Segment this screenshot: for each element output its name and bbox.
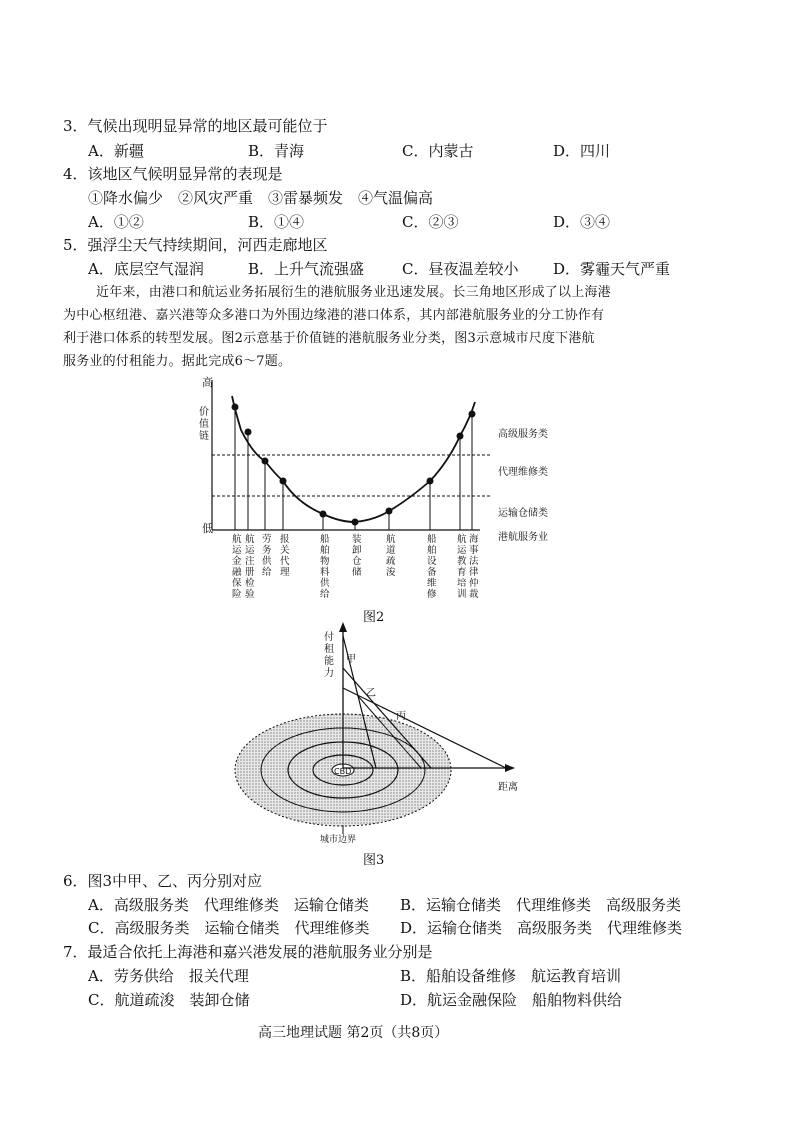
- curve-point: [386, 508, 393, 515]
- y-axis-label-char-3: 能: [324, 656, 334, 667]
- curve-point: [245, 429, 252, 436]
- question-5-stem: 5．强浮尘天气持续期间，河西走廊地区: [63, 236, 328, 254]
- service-label: 航运教育培训: [457, 534, 467, 600]
- x-axis-label: 港航服务业: [498, 532, 548, 543]
- service-label: 航运金融保险: [232, 534, 242, 600]
- y-axis-label-char-4: 力: [324, 668, 334, 679]
- question-6-option-a: A．高级服务类 代理维修类 运输仓储类: [88, 896, 369, 914]
- service-label: 劳务供给: [262, 534, 272, 578]
- service-label: 海事法律仲裁: [469, 534, 479, 600]
- question-7-option-b: B．船舶设备维修 航运教育培训: [400, 967, 622, 985]
- passage-line: 服务业的付租能力。据此完成6～7题。: [63, 354, 292, 369]
- question-6-stem: 6．图3中甲、乙、丙分别对应: [63, 872, 263, 890]
- question-3-stem: 3．气候出现明显异常的地区最可能位于: [63, 117, 328, 135]
- question-7-option-d: D．航运金融保险 船舶物料供给: [400, 991, 623, 1009]
- passage-line: 近年来，由港口和航运业务拓展衍生的港航服务业迅速发展。长三角地区形成了以上海港: [96, 285, 611, 300]
- service-label: 装卸仓储: [352, 534, 362, 578]
- service-label: 船舶物料供给: [320, 534, 330, 600]
- curve-point: [232, 404, 239, 411]
- service-label: 航道疏浚: [386, 534, 396, 578]
- figure-2-caption: 图2: [363, 610, 385, 625]
- question-5-option-c: C．昼夜温差较小: [402, 260, 519, 278]
- service-label: 船舶设备维修: [427, 534, 437, 600]
- question-5-option-b: B．上升气流强盛: [248, 260, 365, 278]
- figure-2-value-chain-diagram: [190, 370, 590, 605]
- passage-line: 利于港口体系的转型发展。图2示意基于价值链的港航服务业分类，图3示意城市尺度下港航: [63, 331, 595, 346]
- y-axis-high-label: 高: [202, 376, 213, 389]
- curve-point: [320, 511, 327, 518]
- y-axis-low-label: 低: [202, 522, 213, 535]
- y-axis-label: [324, 630, 334, 679]
- service-labels: [232, 533, 479, 600]
- y-axis-label-char-1: 价: [199, 407, 209, 418]
- question-3-option-c: C．内蒙古: [402, 142, 474, 160]
- question-4-option-d: D．③④: [553, 213, 611, 231]
- y-axis-label: [199, 405, 209, 442]
- figure-3-bid-rent-diagram: [228, 618, 528, 848]
- curve-point: [427, 478, 434, 485]
- question-6-option-b: B．运输仓储类 代理维修类 高级服务类: [400, 896, 682, 914]
- page-footer: 高三地理试题 第2页（共8页）: [258, 1025, 449, 1041]
- curve-point: [469, 411, 476, 418]
- curve-point: [352, 519, 359, 526]
- question-5-option-d: D．雾霾天气严重: [553, 260, 671, 278]
- question-6-option-c: C．高级服务类 运输仓储类 代理维修类: [88, 919, 370, 937]
- city-boundary-label: 城市边界: [320, 835, 357, 845]
- figure-3-caption: 图3: [363, 853, 385, 868]
- question-3-option-b: B．青海: [248, 142, 305, 160]
- question-4-option-b: B．①④: [248, 213, 305, 231]
- question-4-stem: 4．该地区气候明显异常的表现是: [63, 165, 283, 183]
- question-7-stem: 7．最适合依托上海港和嘉兴港发展的港航服务业分别是: [63, 943, 433, 961]
- y-axis-label-char-2: 值: [199, 419, 209, 430]
- question-6-option-d: D．运输仓储类 高级服务类 代理维修类: [400, 919, 683, 937]
- question-3-option-d: D．四川: [553, 142, 611, 160]
- question-4-items: ①降水偏少 ②风灾严重 ③雷暴频发 ④气温偏高: [88, 189, 434, 207]
- passage-line: 为中心枢纽港、嘉兴港等众多港口为外围边缘港的港口体系，其内部港航服务业的分工协作有: [63, 308, 605, 323]
- x-axis-label: 距离: [498, 782, 518, 793]
- curve-point: [457, 433, 464, 440]
- band-label-transport-storage: 运输仓储类: [498, 508, 548, 519]
- band-label-agency-repair: 代理维修类: [498, 467, 548, 478]
- line-label-jia: 甲: [346, 654, 356, 665]
- band-label-advanced: 高级服务类: [498, 429, 548, 440]
- y-axis-label-char-3: 链: [199, 431, 209, 442]
- question-4-option-c: C．②③: [402, 213, 459, 231]
- service-label: 报关代理: [280, 534, 290, 578]
- curve-point: [262, 458, 269, 465]
- question-4-option-a: A．①②: [88, 213, 144, 231]
- service-markers: [232, 404, 476, 531]
- curve-point: [280, 478, 287, 485]
- cbd-label: CBD: [334, 767, 352, 776]
- line-label-yi: 乙: [366, 688, 376, 699]
- line-label-bing: 丙: [396, 711, 406, 722]
- y-axis-label-char-1: 付: [324, 632, 334, 643]
- y-axis-label-char-2: 租: [324, 644, 334, 655]
- question-3-option-a: A．新疆: [88, 142, 144, 160]
- question-7-option-c: C．航道疏浚 装卸仓储: [88, 991, 250, 1009]
- service-label: 航运注册检验: [245, 534, 255, 600]
- question-5-option-a: A．底层空气湿润: [88, 260, 204, 278]
- question-7-option-a: A．劳务供给 报关代理: [88, 967, 249, 985]
